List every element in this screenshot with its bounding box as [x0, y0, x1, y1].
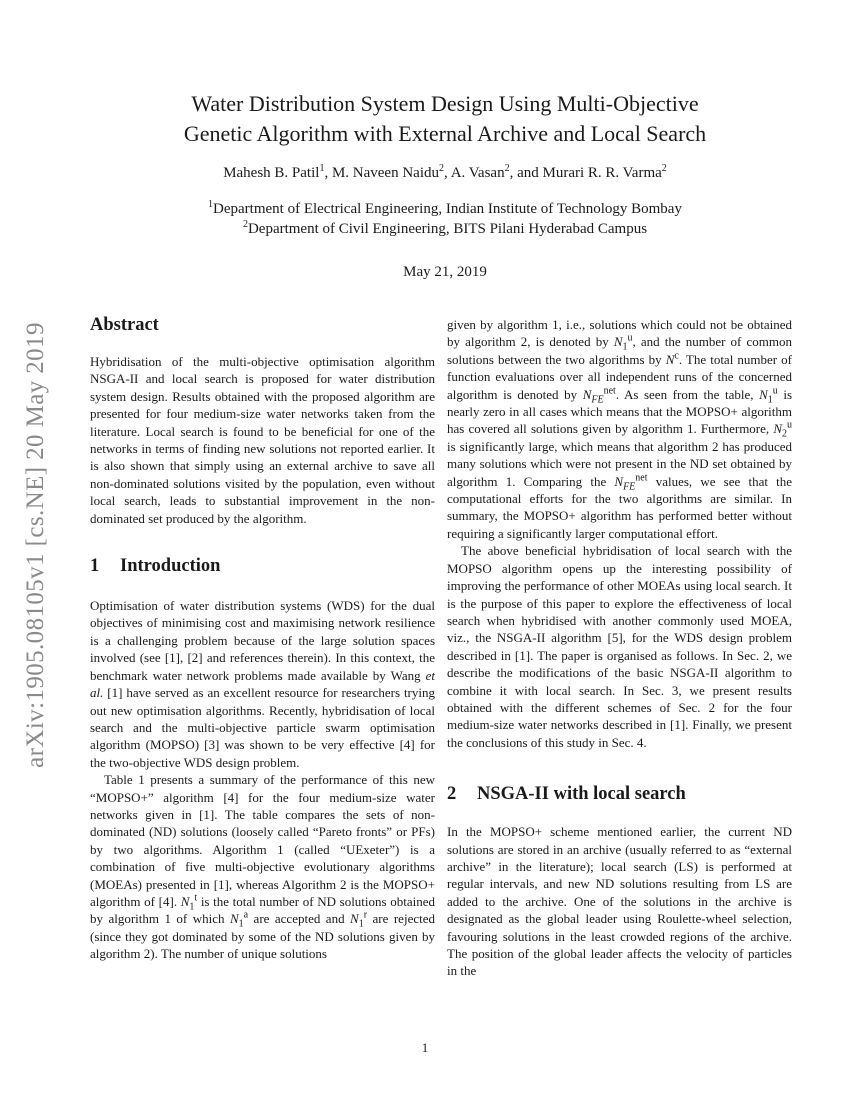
paper-title: [90, 89, 800, 149]
affiliation: $^1$Department of Electrical Engineering, Indian Institute of Technology Bombay: [208, 199, 682, 217]
nsga-paragraph-1: In the MOPSO+ scheme mentioned earlier, the current ND solutions are stored in an archive (usually referred to as “external archive” in the literature); local search (LS) is performed at regular intervals, and new ND solutions resulting from LS are added to the archive. One of the solutions in the archive is designated as the global leader using Roulette-wheel selection, favouring solutions in the least crowded regions of the archive. The position of the global leader affects the velocity of particles in the: [447, 824, 792, 979]
author-list: Mahesh B. Patil$^1$, M. Naveen Naidu$^2$, A. Vasan$^2$, and Murari R. R. Varma$^2$: [223, 163, 667, 181]
title-line-1: Water Distribution System Design Using Multi-Objective: [191, 91, 699, 116]
abstract-text: Hybridisation of the multi-objective optimisation algorithm NSGA-II and local search is proposed for water distribution system design. Results obtained with the proposed algorithm are presented for four medium-size water networks taken from the literature. Local search is found to be beneficial for one of the networks in terms of finding new solutions not reported earlier. It is also shown that simply using an external archive to save all non-dominated solutions visited by the population, even without local search, leads to substantial improvement in the non-dominated set produced by the algorithm.: [90, 354, 435, 526]
intro-paragraph-2: Table 1 presents a summary of the performance of this new “MOPSO+” algorithm [4] for the four medium-size water networks given in [1]. The table compares the sets of non-dominated (ND) solutions (loosely called “Pareto fronts” or PFs) by two algorithms. Algorithm 1 (called “UExeter”) is a combination of five multi-objective evolutionary algorithms (MOEAs) presented in [1], whereas Algorithm 2 is the MOPSO+ algorithm of [4]. $N_1^t$ is the total number of ND solutions obtained by algorithm 1 of which $N_1^a$ are accepted and $N_1^r$ are rejected (since they got dominated by some of the ND solutions given by algorithm 2). The number of unique solutions: [90, 772, 435, 962]
right-column: [447, 316, 792, 980]
title-line-2: Genetic Algorithm with External Archive and Local Search: [183, 121, 707, 146]
section-heading-nsga-ii: 2 NSGA-II with local search: [447, 784, 686, 805]
author: M. Naveen Naidu$^2$: [331, 163, 444, 181]
intro-paragraph-1: Optimisation of water distribution systems (WDS) for the dual objectives of minimising cost and maximising network resilience is a challenging problem because of the large solution spaces involved (see [1], [2] and references therein). In this context, the benchmark water network problems made available by Wang et al. [1] have served as an excellent resource for researchers trying out new optimisation algorithms. Recently, hybridisation of local search and the multi-objective particle swarm optimisation algorithm (MOPSO) [3] was shown to be very effective [4] for the two-objective WDS design problem.: [90, 598, 435, 770]
paper-date: May 21, 2019: [403, 264, 487, 280]
author: Mahesh B. Patil$^1$: [223, 163, 325, 181]
page-number: 1: [421, 1040, 429, 1055]
left-column: [90, 300, 435, 963]
arxiv-side-label: arXiv:1905.08105v1 [cs.NE] 20 May 2019: [22, 322, 49, 768]
right-paragraph-1: given by algorithm 1, i.e., solutions which could not be obtained by algorithm 2, is denoted by $N_1^u$, and the number of common solutions between the two algorithms by $N^c$. The total number of function evaluations over all independent runs of the concerned algorithm is denoted by $N_{FE}^{net}$. As seen from the table, $N_1^u$ is nearly zero in all cases which means that the MOPSO+ algorithm has covered all solutions given by algorithm 1. Furthermore, $N_2^u$ is significantly large, which means that algorithm 2 has produced many solutions which were not present in the ND set obtained by algorithm 1. Comparing the $N_{FE}^{net}$ values, we see that the computational efforts for the two algorithms are similar. In summary, the MOPSO+ algorithm has performed better without requiring a significantly larger computational effort.: [447, 317, 793, 541]
section-heading-introduction: 1 Introduction: [90, 556, 221, 577]
affiliation: $^2$Department of Civil Engineering, BITS Pilani Hyderabad Campus: [242, 219, 648, 237]
right-paragraph-2: The above beneficial hybridisation of local search with the MOPSO algorithm opens up the interesting possibility of improving the performance of other MOEAs using local search. It is the purpose of this paper to explore the effectiveness of local search when hybridised with another commonly used MOEA, viz., the NSGA-II algorithm [5], for the WDS design problem described in [1]. The paper is organised as follows. In Sec. 2, we describe the modifications of the basic NSGA-II algorithm to combine it with local search. In Sec. 3, we present results obtained with the different schemes of Sec. 2 for the four medium-size water networks described in [1]. Finally, we present the conclusions of this study in Sec. 4.: [447, 543, 792, 750]
author: Murari R. R. Varma$^2$: [542, 163, 667, 181]
affiliations: [90, 199, 800, 239]
abstract-heading: Abstract: [90, 315, 159, 335]
author: A. Vasan$^2$: [450, 163, 510, 181]
